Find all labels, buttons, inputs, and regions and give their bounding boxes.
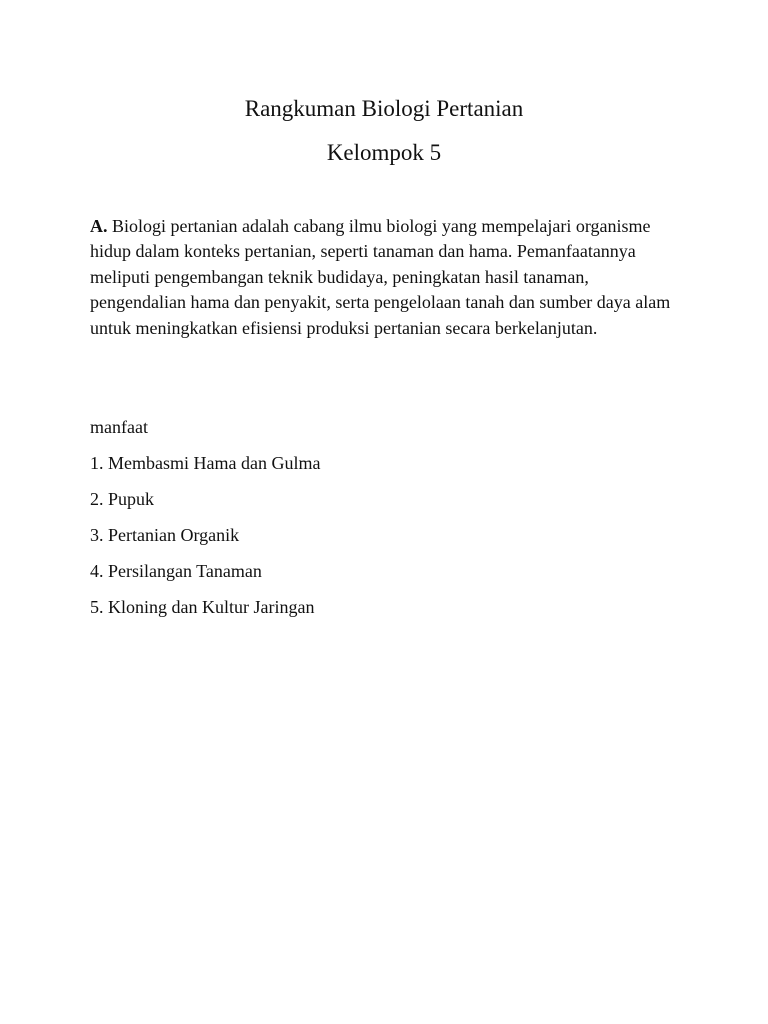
benefit-item: 4. Persilangan Tanaman <box>90 561 262 581</box>
benefit-item: 2. Pupuk <box>90 489 155 509</box>
benefit-list <box>90 451 320 631</box>
section-a-paragraph <box>90 214 686 341</box>
benefit-item: 3. Pertanian Organik <box>90 525 240 545</box>
manfaat-label: manfaat <box>90 417 148 437</box>
document-title: Rangkuman Biologi Pertanian <box>244 96 524 121</box>
section-a-label: A. <box>90 216 108 236</box>
benefit-item: 5. Kloning dan Kultur Jaringan <box>90 597 315 617</box>
document-subtitle: Kelompok 5 <box>326 140 442 165</box>
benefit-item: 1. Membasmi Hama dan Gulma <box>90 453 321 473</box>
section-a-text: Biologi pertanian adalah cabang ilmu biologi yang mempelajari organisme hidup dalam konteks pertanian, seperti tanaman dan hama. Pemanfaatannya meliputi pengembangan teknik budidaya, peningkatan hasil tanaman, pengendalian hama dan penyakit, serta pengelolaan tanah dan sumber daya alam untuk meningkatkan efisiensi produksi pertanian secara berkelanjutan. <box>90 216 671 338</box>
